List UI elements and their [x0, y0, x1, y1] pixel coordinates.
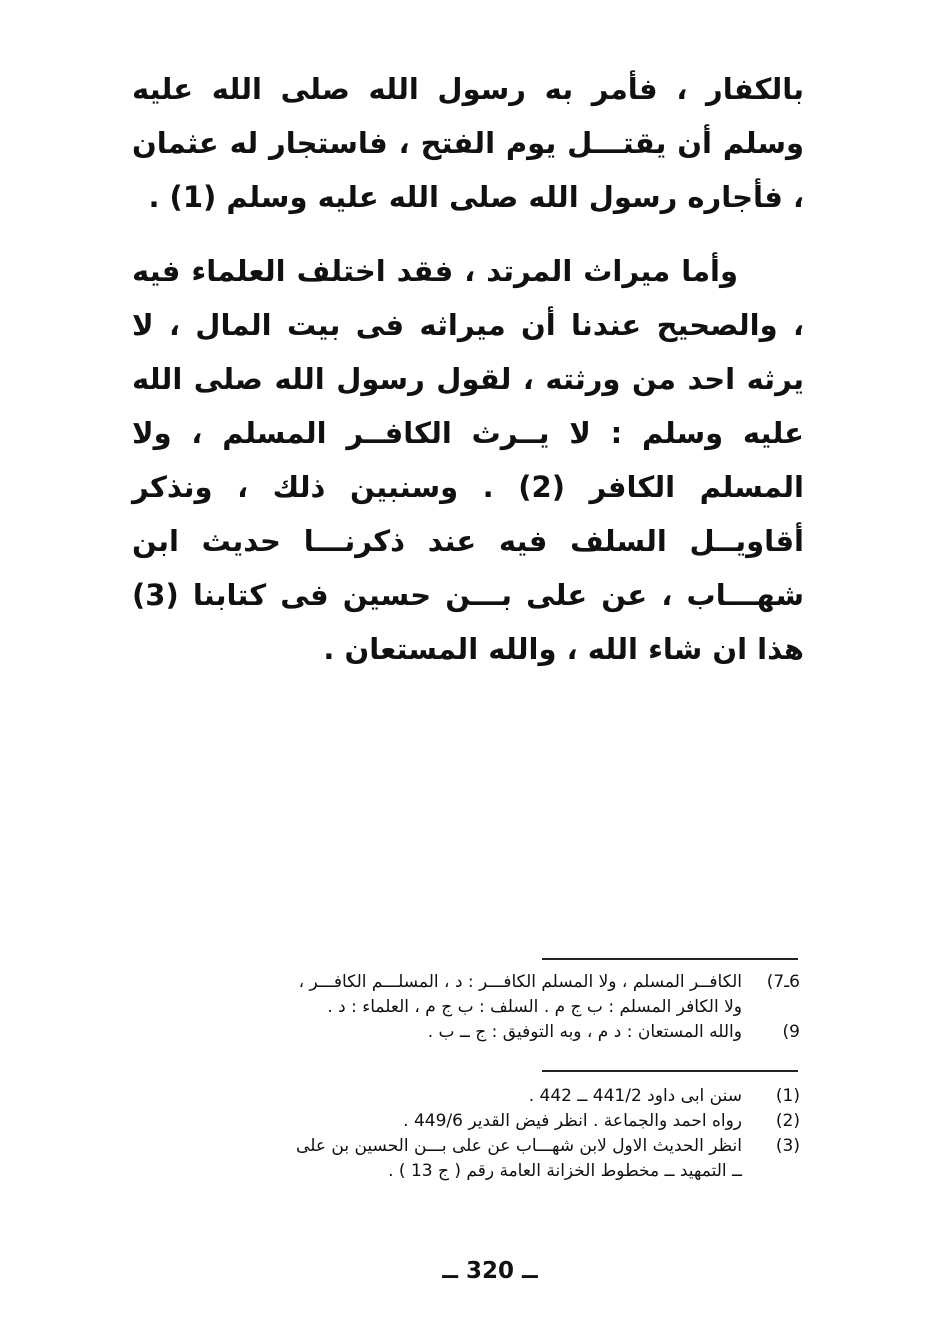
footnote-number: (2) — [775, 1111, 800, 1131]
footnote-number: (1) — [775, 1086, 800, 1106]
footnote — [126, 1109, 800, 1134]
variant-note — [130, 970, 800, 1020]
footnote-line: ــ التمهيد ــ مخطوط الخزانة العامة رقم ( ج 13 ) . — [388, 1161, 742, 1181]
variant-note-number: 9) — [782, 1022, 800, 1042]
footnote-line: رواه احمد والجماعة . انظر فيض القدير 449/6 . — [403, 1111, 742, 1131]
variant-note-number: 6ـ7) — [766, 972, 800, 992]
footnote-number: (3) — [775, 1136, 800, 1156]
footnote-line: سنن ابى داود 441/2 ــ 442 . — [528, 1086, 742, 1106]
main-text — [132, 62, 804, 676]
variant-note-line: ولا الكافر المسلم : ب ج م . السلف : ب ج م ، العلماء : د . — [327, 997, 742, 1017]
variant-note — [130, 1020, 800, 1045]
footnote-divider-top — [542, 958, 798, 960]
paragraph-2: وأما ميراث المرتد ، فقد اختلف العلماء فيه ، والصحيح عندنا أن ميراثه فى بيت المال ، لا يرثه احد من ورثته ، لقول رسول الله صلى الله عليه وسلم : لا يــرث الكافــر المسلم ، ولا المسلم الكافر (2) . وسنبين ذلك ، ونذكر أقاويــل السلف فيه عند ذكرنـــا حديث ابن شهـــاب ، عن على بـــن حسين فى كتابنا (3) هذا ان شاء الله ، والله المستعان . — [132, 254, 804, 666]
footnote — [126, 1134, 800, 1184]
variant-note-line: الكافــر المسلم ، ولا المسلم الكافـــر : د ، المسلـــم الكافـــر ، — [298, 972, 742, 992]
page-number: ــ 320 ــ — [442, 1258, 538, 1284]
variant-note-line: والله المستعان : د م ، وبه التوفيق : ج ــ ب . — [427, 1022, 742, 1042]
footnote-line: انظر الحديث الاول لابن شهـــاب عن على بـــن الحسين بن على — [296, 1136, 742, 1156]
footnote-divider-bottom — [542, 1070, 798, 1072]
variant-readings — [130, 970, 800, 1045]
footnote — [126, 1084, 800, 1109]
footnotes — [126, 1084, 800, 1184]
paragraph-1: بالكفار ، فأمر به رسول الله صلى الله عليه وسلم أن يقتـــل يوم الفتح ، فاستجار له عثمان ، فأجاره رسول الله صلى الله عليه وسلم (1) . — [132, 72, 804, 214]
